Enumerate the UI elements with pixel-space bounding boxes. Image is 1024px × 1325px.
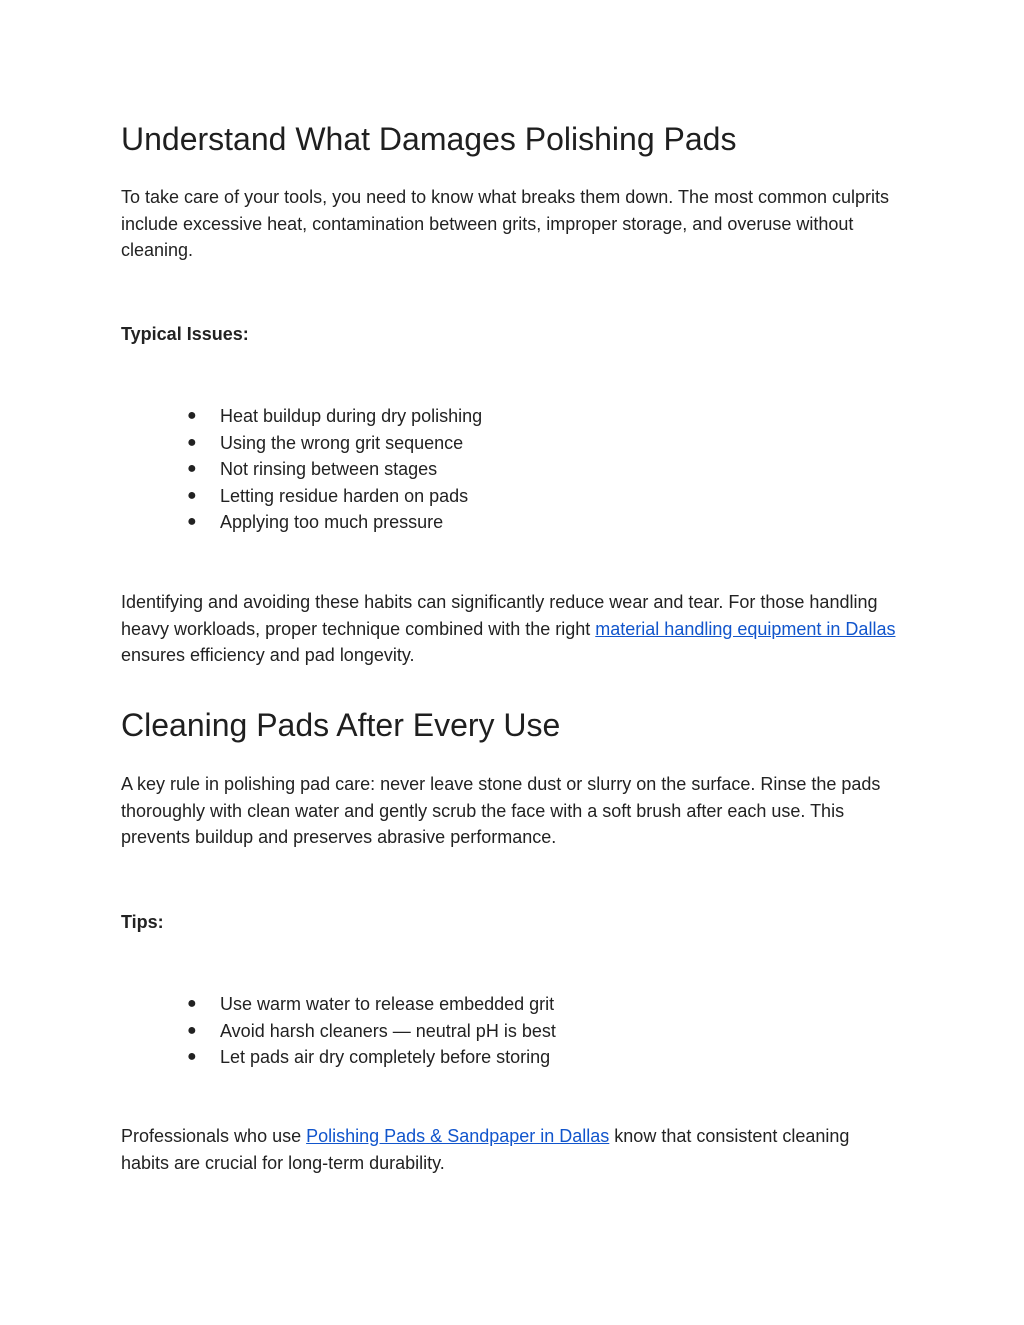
list-item: ● Letting residue harden on pads [187,483,887,510]
list-item: ● Applying too much pressure [187,509,887,536]
bullet-icon: ● [187,460,197,478]
section-heading-damages: Understand What Damages Polishing Pads [121,121,737,157]
bullet-icon: ● [187,1048,197,1066]
bullet-icon: ● [187,486,197,504]
intro-paragraph-cleaning: A key rule in polishing pad care: never leave stone dust or slurry on the surface. Rinse the pads thoroughly with clean water and gently scrub the face with a soft brush after each use. This prevents buildup and preserves abrasive performance. [121,774,881,847]
bullet-icon: ● [187,433,197,451]
material-handling-link[interactable]: material handling equipment in Dallas [595,618,896,639]
section-heading-cleaning: Cleaning Pads After Every Use [121,707,561,743]
subheading-tips: Tips: [121,912,164,932]
intro-paragraph-damages: To take care of your tools, you need to know what breaks them down. The most common culprits include excessive heat, contamination between grits, improper storage, and overuse without cleaning. [121,187,890,260]
tips-list [187,991,887,1071]
list-item: ● Avoid harsh cleaners — neutral pH is best [187,1018,887,1045]
subheading-typical-issues: Typical Issues: [121,324,249,344]
bullet-icon: ● [187,513,197,531]
bullet-icon: ● [187,1021,197,1039]
typical-issues-list [187,403,887,536]
list-item: ● Not rinsing between stages [187,456,887,483]
closing-paragraph-damages: Identifying and avoiding these habits can significantly reduce wear and tear. For those handling heavy workloads, proper technique combined with the right material handling equipment in Dallas ensures efficiency and pad longevity. [121,592,896,665]
list-item: ● Use warm water to release embedded grit [187,991,887,1018]
list-item: ● Using the wrong grit sequence [187,430,887,457]
polishing-pads-link[interactable]: Polishing Pads & Sandpaper in Dallas [306,1126,610,1146]
closing-paragraph-cleaning: Professionals who use Polishing Pads & Sandpaper in Dallas know that consistent cleaning habits are crucial for long-term durability. [121,1126,850,1173]
bullet-icon: ● [187,407,197,424]
list-item: ● Heat buildup during dry polishing [187,403,887,430]
list-item: ● Let pads air dry completely before storing [187,1044,887,1071]
bullet-icon: ● [187,995,197,1012]
